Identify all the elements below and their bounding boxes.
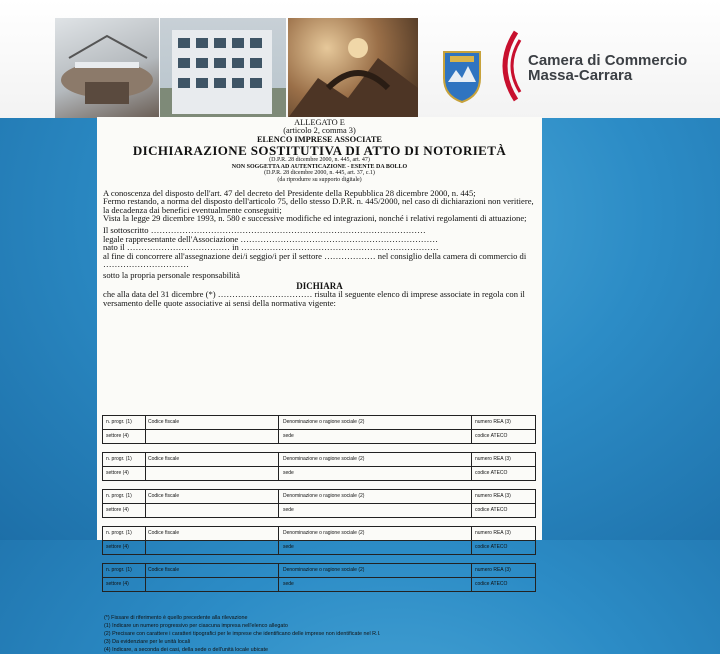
column-divider <box>471 541 472 554</box>
paragraph: al fine di concorrere all'assegnazione dei/i seggio/i per il settore ……………… nel consiglio della camera di commercio di ………………………… <box>103 250 527 270</box>
declaration-text: che alla data del 31 dicembre (*) …………………………… risulta il seguente elenco di imprese associate in regola con il versamento delle quote associative ai sensi della normativa vigente: <box>103 289 525 308</box>
photo-interior-hall <box>55 18 159 118</box>
column-divider <box>145 541 146 554</box>
table-cell: settore (4) <box>106 507 129 513</box>
table-cell: Codice fiscale <box>148 530 180 536</box>
table-cell: n. progr. (1) <box>106 419 132 425</box>
footnote: (2) Precisare con carattere i caratteri tipografici per le imprese che identificano delle imprese non identificate nel R.I. <box>104 631 381 637</box>
column-divider <box>145 564 146 577</box>
table-cell: codice ATECO <box>475 470 508 476</box>
column-divider <box>278 430 279 443</box>
table-cell: sede <box>283 544 294 550</box>
document-page <box>97 117 542 653</box>
column-divider <box>471 564 472 577</box>
table-row <box>102 489 536 504</box>
table-row <box>102 563 536 578</box>
column-divider <box>471 416 472 429</box>
table-cell: numero REA (3) <box>475 530 511 536</box>
title-line-1: ALLEGATO E <box>294 118 345 127</box>
crest-logo <box>440 48 484 104</box>
footnotes <box>104 614 381 654</box>
title-line-2: (articolo 2, comma 3) <box>283 126 356 136</box>
footnote: (*) Fissare di riferimento è quello precedente alla rilevazione <box>104 615 248 621</box>
sub-line-3: (D.P.R. 28 dicembre 2000, n. 445, art. 37, c.1) <box>264 170 375 177</box>
table-cell: sede <box>283 470 294 476</box>
table-cell: n. progr. (1) <box>106 456 132 462</box>
column-divider <box>471 504 472 517</box>
column-divider <box>278 504 279 517</box>
table-cell: sede <box>283 507 294 513</box>
column-divider <box>278 527 279 540</box>
table-cell: Codice fiscale <box>148 567 180 573</box>
footnote: (4) Indicare, a seconda dei casi, della sede o dell'unità locale ubicate <box>104 647 269 653</box>
table-cell: settore (4) <box>106 433 129 439</box>
table-row <box>102 415 536 430</box>
table-cell: Codice fiscale <box>148 456 180 462</box>
table-cell: n. progr. (1) <box>106 567 132 573</box>
table-cell: codice ATECO <box>475 433 508 439</box>
column-divider <box>471 430 472 443</box>
photo-building <box>160 18 286 118</box>
column-divider <box>471 578 472 591</box>
column-divider <box>278 490 279 503</box>
table-cell: numero REA (3) <box>475 567 511 573</box>
table-cell: numero REA (3) <box>475 419 511 425</box>
paragraph: nato il ……………………………… in …………………………………………………………… <box>103 242 439 253</box>
header-banner <box>0 0 720 118</box>
table-cell: numero REA (3) <box>475 493 511 499</box>
brand-line-2: Massa-Carrara <box>528 67 633 84</box>
table-cell: codice ATECO <box>475 544 508 550</box>
table-cell: n. progr. (1) <box>106 530 132 536</box>
title-line-3: ELENCO IMPRESE ASSOCIATE <box>256 134 383 144</box>
footnote: (1) Indicare un numero progressivo per ciascuna impresa nell'elenco allegato <box>104 623 288 629</box>
table-row <box>102 540 536 555</box>
table-row <box>102 466 536 481</box>
column-divider <box>145 467 146 480</box>
table-cell: Denominazione o ragione sociale (2) <box>283 567 365 573</box>
column-divider <box>278 541 279 554</box>
paragraph: legale rappresentante dell'Associazione …………………………………………………………… <box>103 233 438 244</box>
footnote: (3) Da evidenziare per le unità locali <box>104 639 190 645</box>
chamber-logo-icon <box>492 30 522 102</box>
table-cell: settore (4) <box>106 544 129 550</box>
table-row <box>102 526 536 541</box>
table-cell: codice ATECO <box>475 507 508 513</box>
sub-line-1: (D.P.R. 28 dicembre 2000, n. 445, art. 47) <box>269 157 370 164</box>
table-cell: sede <box>283 581 294 587</box>
paragraph: sotto la propria personale responsabilità <box>103 269 240 280</box>
table-cell: codice ATECO <box>475 581 508 587</box>
column-divider <box>278 578 279 591</box>
sub-line-4: (da riprodurre su supporto digitale) <box>277 177 362 183</box>
column-divider <box>471 527 472 540</box>
brand-name <box>528 53 687 83</box>
table-cell: Denominazione o ragione sociale (2) <box>283 493 365 499</box>
column-divider <box>471 467 472 480</box>
brand-line-1: Camera di Commercio <box>528 52 688 69</box>
sub-line-2: NON SOGGETTA AD AUTENTICAZIONE - ESENTE DA BOLLO <box>231 163 408 170</box>
table-cell: Codice fiscale <box>148 493 180 499</box>
column-divider <box>145 430 146 443</box>
column-divider <box>145 453 146 466</box>
table-row <box>102 503 536 518</box>
column-divider <box>145 416 146 429</box>
table-cell: Codice fiscale <box>148 419 180 425</box>
paragraph: A conoscenza del disposto dell'art. 47 del decreto del Presidente della Repubblica 28 dicembre 2000, n. 445; <box>103 187 476 198</box>
table-cell: settore (4) <box>106 581 129 587</box>
table-cell: Denominazione o ragione sociale (2) <box>283 456 365 462</box>
document-header <box>97 119 542 184</box>
table-row <box>102 429 536 444</box>
column-divider <box>145 578 146 591</box>
column-divider <box>278 453 279 466</box>
table-cell: numero REA (3) <box>475 456 511 462</box>
column-divider <box>471 453 472 466</box>
column-divider <box>471 490 472 503</box>
dichiara-heading: DICHIARA <box>296 280 343 291</box>
companies-table <box>102 415 534 605</box>
main-title: DICHIARAZIONE SOSTITUTIVA DI ATTO DI NOTORIETÀ <box>132 143 507 159</box>
table-cell: sede <box>283 433 294 439</box>
table-cell: n. progr. (1) <box>106 493 132 499</box>
document-body <box>97 189 542 308</box>
column-divider <box>145 527 146 540</box>
column-divider <box>145 490 146 503</box>
table-cell: Denominazione o ragione sociale (2) <box>283 419 365 425</box>
paragraph: Vista la legge 29 dicembre 1993, n. 580 e successive modifiche ed integrazioni, nonché i relativi regolamenti di attuazione; <box>103 213 527 224</box>
paragraph: Fermo restando, a norma del disposto dell'articolo 75, dello stesso D.P.R. n. 445/2000, nel caso di dichiarazioni non veritiere, la decadenza dai benefici eventualmente conseguiti; <box>103 196 534 215</box>
column-divider <box>278 564 279 577</box>
table-cell: settore (4) <box>106 470 129 476</box>
column-divider <box>278 467 279 480</box>
table-row <box>102 577 536 592</box>
photo-painting <box>288 18 418 118</box>
table-row <box>102 452 536 467</box>
column-divider <box>278 416 279 429</box>
column-divider <box>145 504 146 517</box>
table-cell: Denominazione o ragione sociale (2) <box>283 530 365 536</box>
paragraph: Il sottoscritto …………………………………………………………………………………… <box>103 224 426 235</box>
